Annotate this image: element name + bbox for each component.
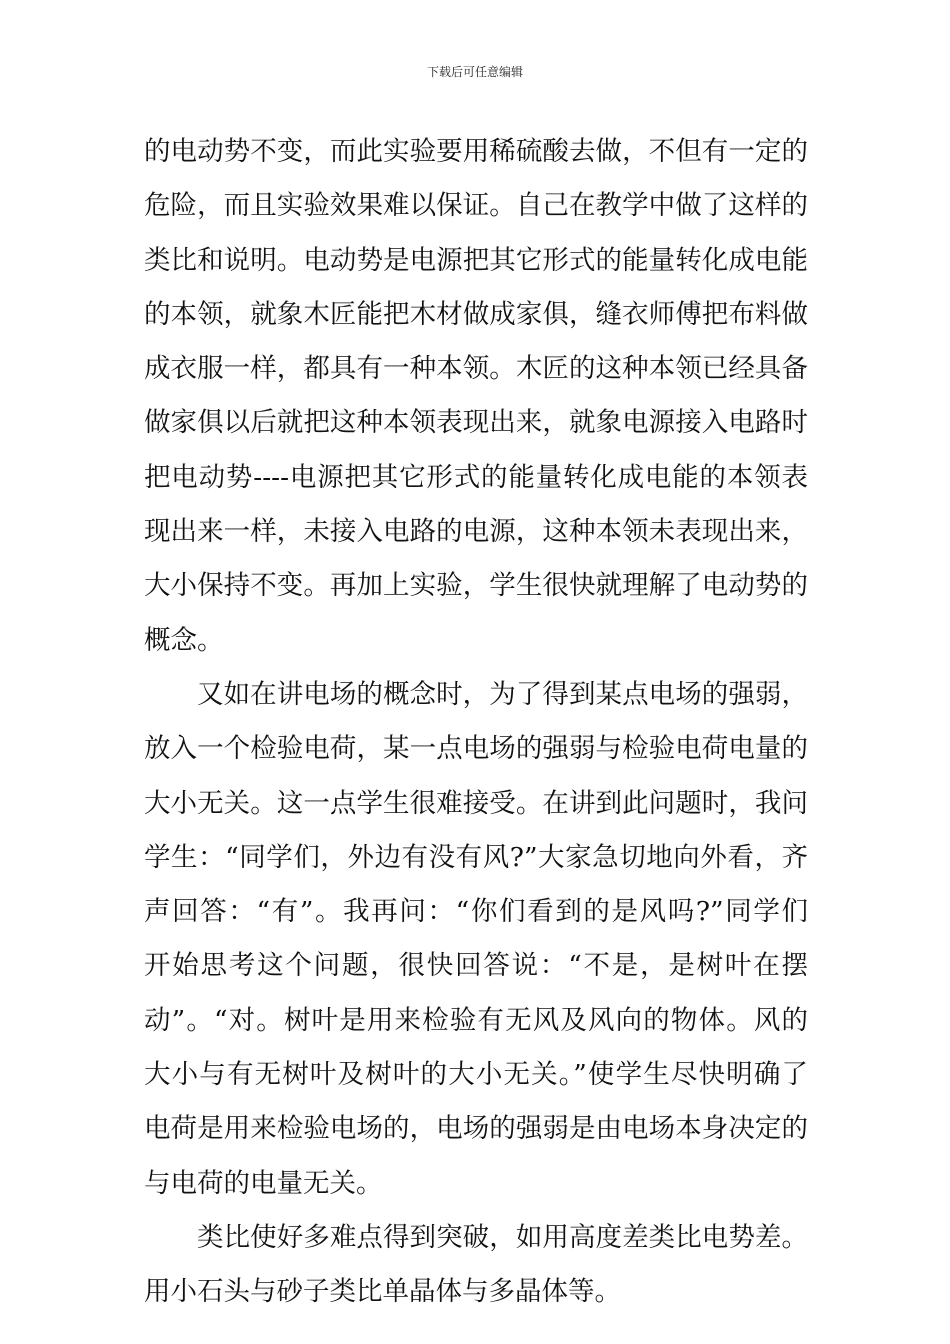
page-header: 下载后可任意编辑 <box>426 65 523 79</box>
text-line: 又如在讲电场的概念时，为了得到某点电场的强弱， <box>197 678 808 710</box>
text-line: 大小无关。这一点学生很难接受。在讲到此问题时，我问 <box>144 787 808 819</box>
document-body <box>144 125 808 1320</box>
text-line: 成衣服一样，都具有一种本领。木匠的这种本领已经具备 <box>144 353 808 385</box>
text-line: 危险，而且实验效果难以保证。自己在教学中做了这样的 <box>144 190 808 222</box>
text-line: 的电动势不变，而此实验要用稀硫酸去做，不但有一定的 <box>144 136 808 167</box>
text-line: 类比使好多难点得到突破，如用高度差类比电势差。 <box>197 1221 808 1253</box>
paragraph <box>144 125 808 668</box>
text-line: 与电荷的电量无关。 <box>144 1167 383 1199</box>
text-line: 的本领，就象木匠能把木材做成家俱，缝衣师傅把布料做 <box>144 298 808 330</box>
text-line: 放入一个检验电荷，某一点电场的强弱与检验电荷电量的 <box>144 733 808 765</box>
text-line: 概念。 <box>144 624 224 656</box>
text-line: 学生：“同学们，外边有没有风?”大家急切地向外看，齐 <box>144 841 808 873</box>
text-line: 声回答：“有”。我再问：“你们看到的是风吗?”同学们 <box>144 896 808 928</box>
paragraph <box>144 668 808 1211</box>
text-line: 开始思考这个问题，很快回答说：“不是，是树叶在摆 <box>144 950 808 982</box>
text-line: 动”。“对。树叶是用来检验有无风及风向的物体。风的 <box>144 1004 808 1036</box>
text-line: 做家俱以后就把这种本领表现出来，就象电源接入电路时 <box>144 407 808 439</box>
text-line: 把电动势----电源把其它形式的能量转化成电能的本领表 <box>144 461 808 493</box>
text-line: 类比和说明。电动势是电源把其它形式的能量转化成电能 <box>144 244 808 276</box>
text-line: 现出来一样，未接入电路的电源，这种本领未表现出来， <box>144 516 808 548</box>
paragraph <box>144 1211 808 1320</box>
text-line: 大小与有无树叶及树叶的大小无关。”使学生尽快明确了 <box>144 1059 808 1091</box>
text-line: 用小石头与砂子类比单晶体与多晶体等。 <box>144 1276 621 1308</box>
text-line: 电荷是用来检验电场的，电场的强弱是由电场本身决定的 <box>144 1113 808 1145</box>
text-line: 大小保持不变。再加上实验，学生很快就理解了电动势的 <box>144 570 808 602</box>
